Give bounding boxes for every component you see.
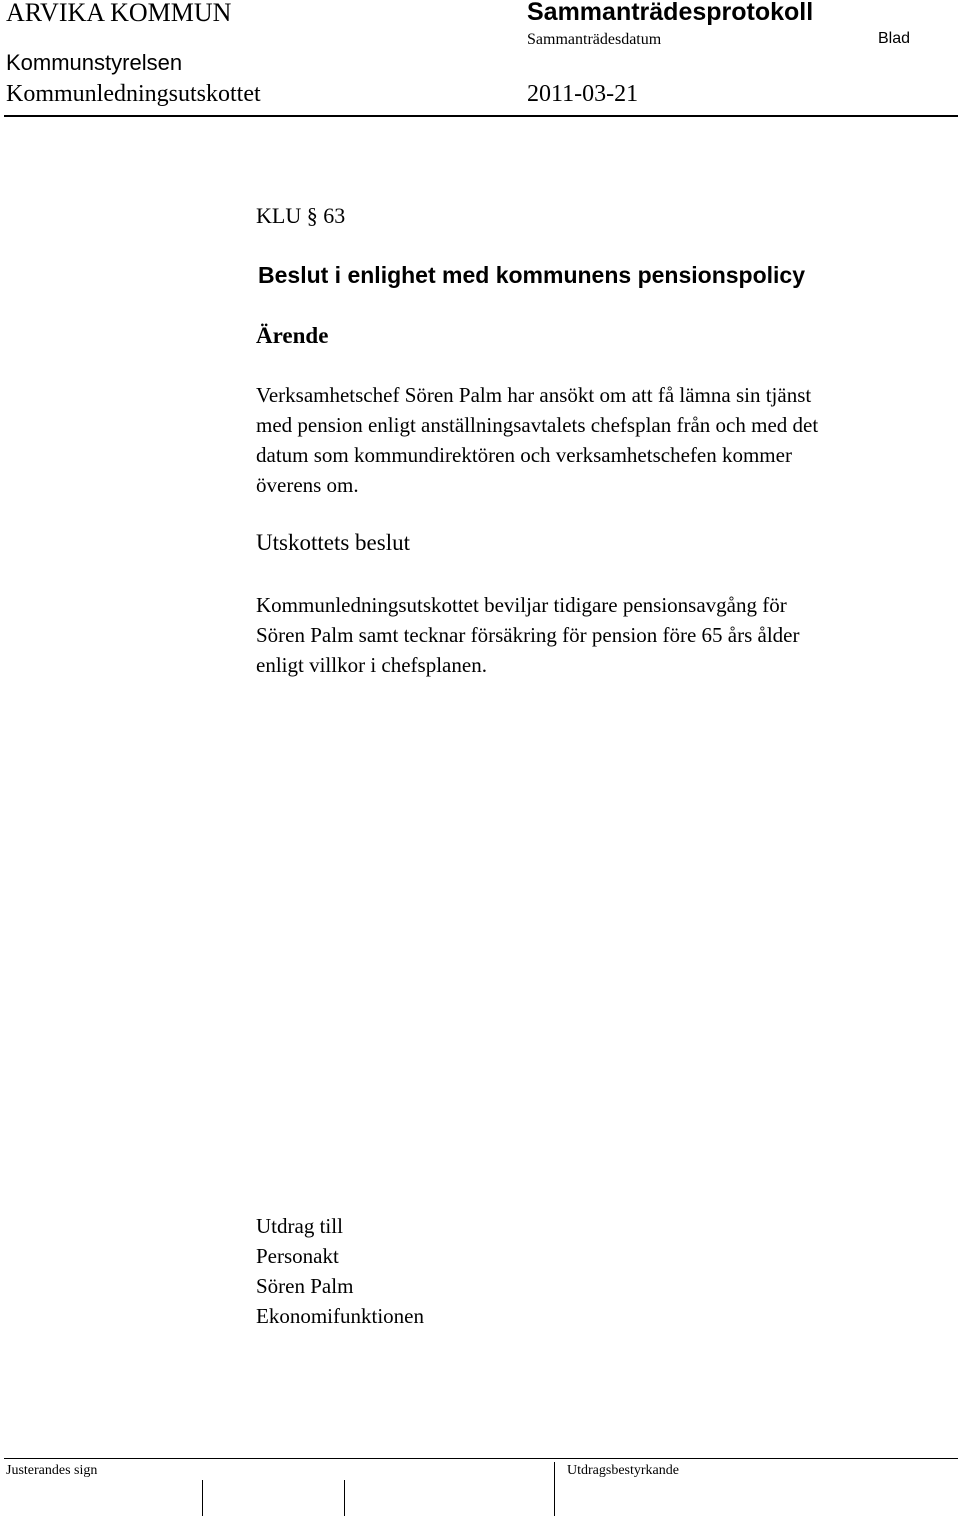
adjuster-sign-label: Justerandes sign	[6, 1463, 98, 1478]
distribution-heading: Utdrag till	[256, 1214, 343, 1238]
distribution-recipient: Ekonomifunktionen	[256, 1304, 424, 1328]
distribution-recipient: Sören Palm	[256, 1274, 354, 1298]
case-text-line: överens om.	[256, 473, 359, 497]
case-text-line: datum som kommundirektören och verksamhetschefen kommer	[256, 443, 792, 467]
distribution-list	[256, 1211, 424, 1331]
extract-certification-label: Utdragsbestyrkande	[567, 1463, 679, 1478]
header-divider	[4, 115, 958, 117]
decision-heading: Utskottets beslut	[256, 530, 410, 555]
case-text	[256, 380, 818, 500]
signature-box-divider	[202, 1480, 203, 1516]
signature-box-divider	[344, 1480, 345, 1516]
case-text-line: med pension enligt anställningsavtalets chefsplan från och med det	[256, 413, 819, 437]
meeting-date-label: Sammanträdesdatum	[527, 31, 662, 48]
decision-text	[256, 590, 800, 680]
committee-name: Kommunledningsutskottet	[6, 81, 261, 107]
footer-divider	[4, 1458, 958, 1459]
meeting-date: 2011-03-21	[527, 81, 639, 107]
decision-text-line: enligt villkor i chefsplanen.	[256, 653, 487, 677]
board-name: Kommunstyrelsen	[6, 50, 183, 75]
case-heading: Ärende	[256, 323, 329, 348]
case-text-line: Verksamhetschef Sören Palm har ansökt om att få lämna sin tjänst	[256, 383, 812, 407]
municipality-name: ARVIKA KOMMUN	[6, 0, 232, 27]
decision-text-line: Kommunledningsutskottet beviljar tidigare pensionsavgång för	[256, 593, 787, 617]
distribution-recipient: Personakt	[256, 1244, 339, 1268]
signature-box-divider	[554, 1462, 555, 1516]
decision-text-line: Sören Palm samt tecknar försäkring för pension före 65 års ålder	[256, 623, 800, 647]
paragraph-id: KLU § 63	[256, 203, 346, 228]
section-title: Beslut i enlighet med kommunens pensionspolicy	[258, 262, 805, 288]
document-type: Sammanträdesprotokoll	[527, 0, 814, 26]
page-label: Blad	[878, 30, 911, 47]
